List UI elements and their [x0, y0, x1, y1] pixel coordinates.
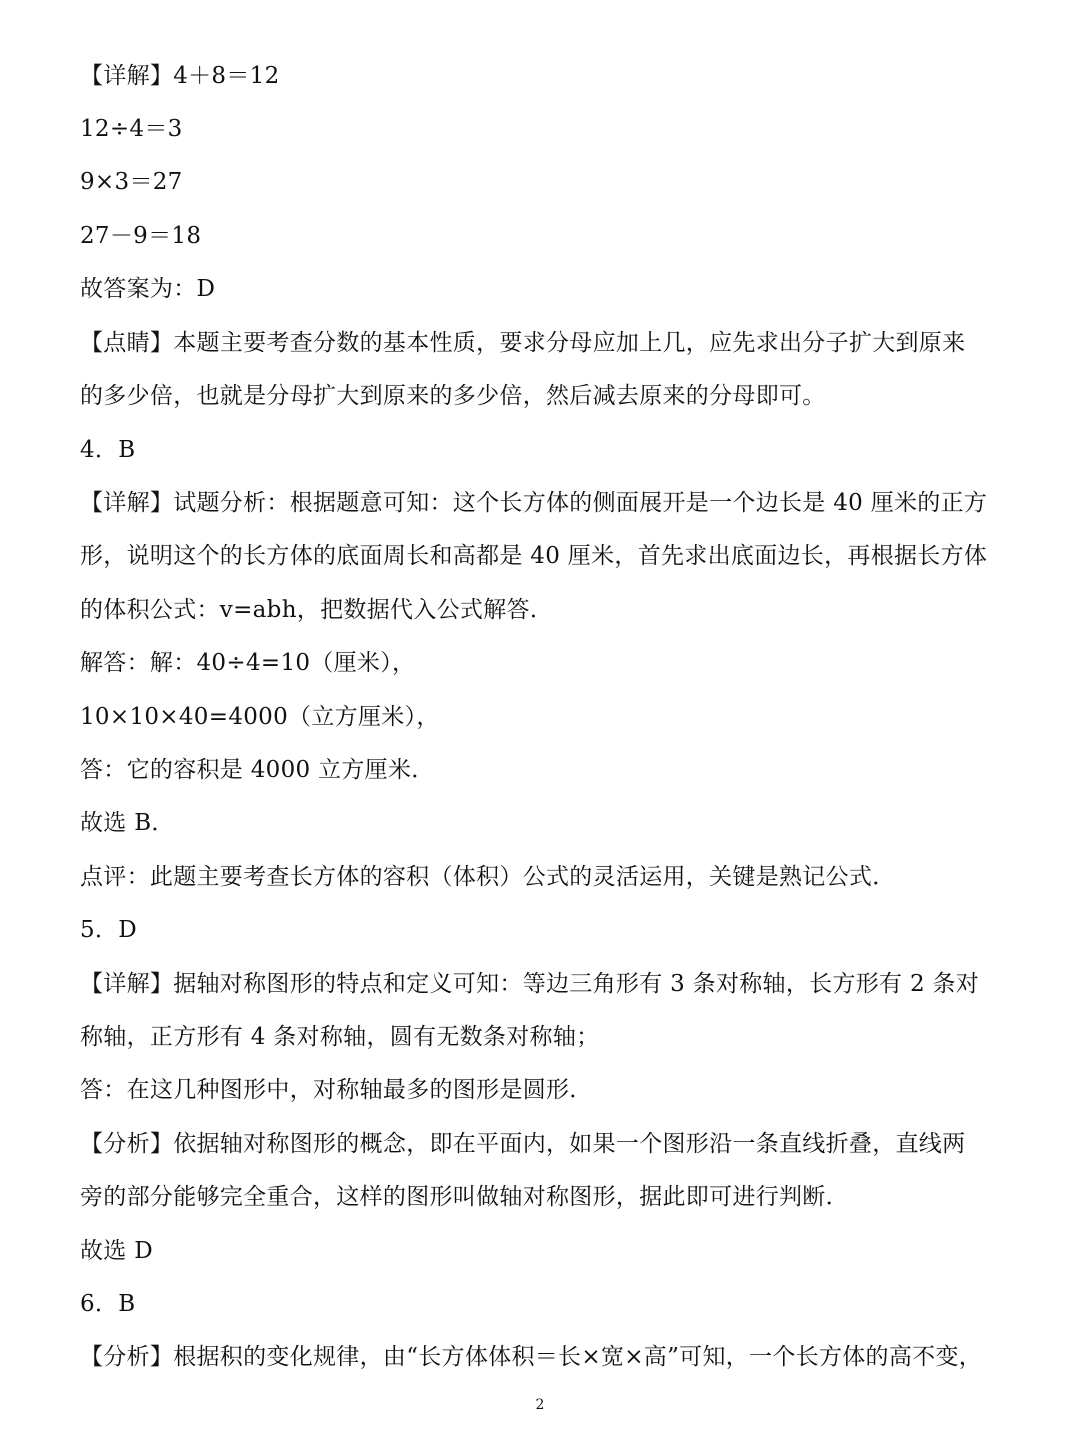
text-line: 旁的部分能够完全重合，这样的图形叫做轴对称图形，据此即可进行判断． [80, 1184, 849, 1210]
text-line: 答：它的容积是 4000 立方厘米． [80, 757, 435, 783]
text-line: 【详解】据轴对称图形的特点和定义可知：等边三角形有 3 条对称轴，长方形有 2 条对 [80, 971, 980, 997]
text-line: 【详解】试题分析：根据题意可知：这个长方体的侧面展开是一个边长是 40 厘米的正方 [80, 490, 988, 516]
text-line: 故选 D [80, 1238, 153, 1264]
text-line: 点评：此题主要考查长方体的容积（体积）公式的灵活运用，关键是熟记公式． [80, 864, 896, 890]
text-line: 的体积公式：v=abh，把数据代入公式解答． [80, 597, 554, 623]
text-line: 故选 B． [80, 810, 175, 836]
text-line: 【分析】根据积的变化规律，由“长方体体积＝长×宽×高”可知，一个长方体的高不变， [80, 1344, 983, 1370]
text-line: 【分析】依据轴对称图形的概念，即在平面内，如果一个图形沿一条直线折叠，直线两 [80, 1131, 966, 1157]
text-line: 的多少倍，也就是分母扩大到原来的多少倍，然后减去原来的分母即可。 [80, 383, 826, 409]
page-number: 2 [535, 1397, 545, 1413]
text-line: 形，说明这个的长方体的底面周长和高都是 40 厘米，首先求出底面边长，再根据长方体 [80, 543, 988, 569]
text-line: 6．B [80, 1291, 136, 1317]
text-line: 答：在这几种图形中，对称轴最多的图形是圆形． [80, 1077, 593, 1103]
text-line: 【点睛】本题主要考查分数的基本性质，要求分母应加上几，应先求出分子扩大到原来 [80, 330, 966, 356]
text-line: 9×3＝27 [80, 169, 183, 195]
text-line: 27－9＝18 [80, 223, 202, 249]
text-line: 故答案为：D [80, 276, 216, 302]
text-line: 解答：解：40÷4=10（厘米）， [80, 650, 416, 676]
text-line: 4．B [80, 437, 136, 463]
text-line: 称轴，正方形有 4 条对称轴，圆有无数条对称轴； [80, 1024, 600, 1050]
text-line: 12÷4＝3 [80, 116, 183, 142]
text-line: 5．D [80, 917, 137, 943]
text-line: 10×10×40=4000（立方厘米）， [80, 704, 440, 730]
text-line: 【详解】4＋8＝12 [80, 63, 280, 89]
